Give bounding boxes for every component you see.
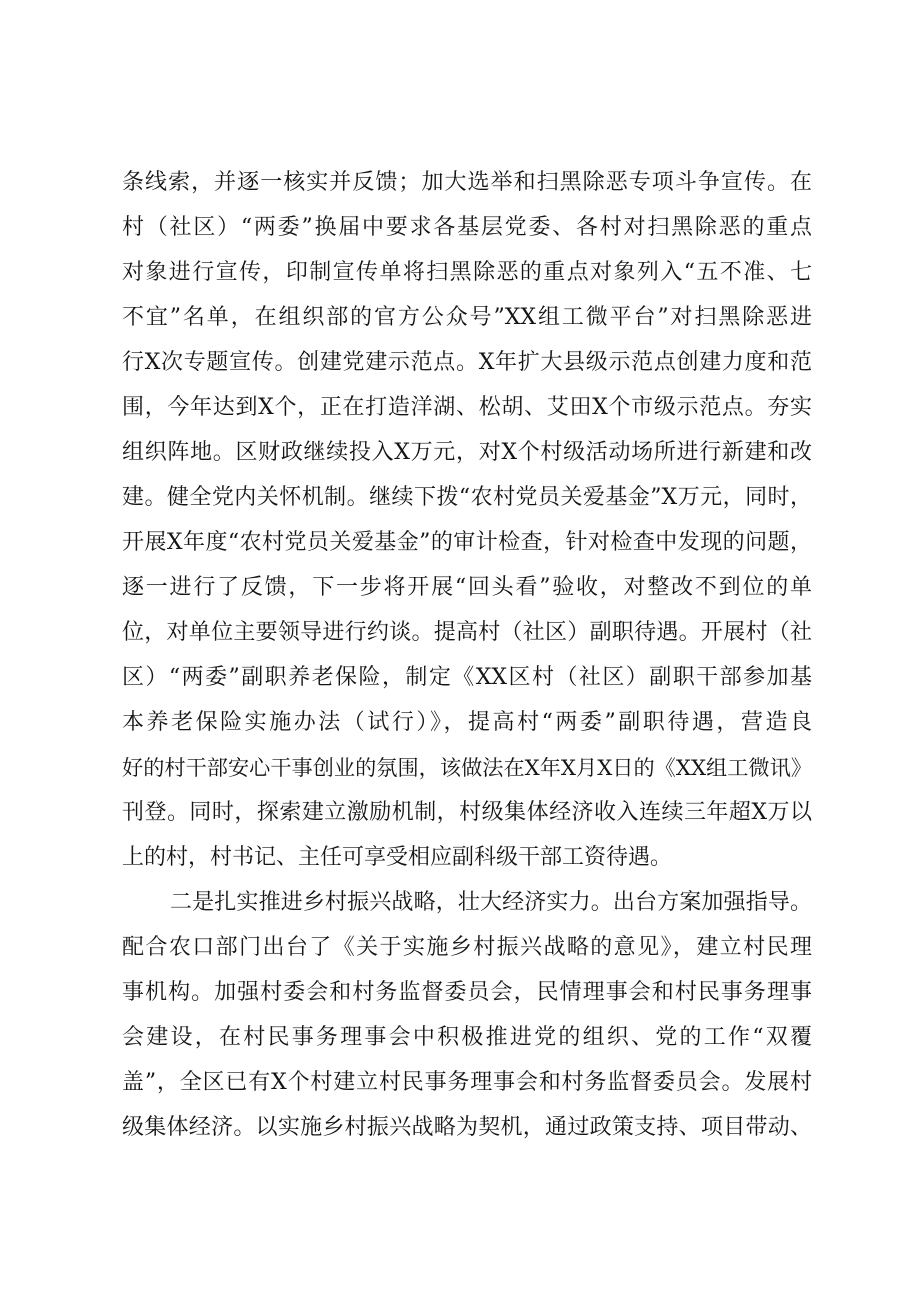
text-line-15: 刊登。同时，探索建立激励机制，村级集体经济收入连续三年超X万以: [122, 800, 812, 825]
text-line-16: 上的村，村书记、主任可享受相应副科级干部工资待遇。: [122, 845, 673, 870]
text-line-4: 不宜”名单，在组织部的官方公众号”XX组工微平台”对扫黑除恶进: [122, 305, 812, 330]
text-line-3: 对象进行宣传，印制宣传单将扫黑除恶的重点对象列入“五不准、七: [122, 260, 812, 285]
text-line-14: 好的村干部安心干事创业的氛围，该做法在X年X月X日的《XX组工微讯》: [122, 755, 812, 780]
text-line-10: 逐一进行了反馈，下一步将开展“回头看”验收，对整改不到位的单: [122, 575, 812, 600]
text-line-5: 行X次专题宣传。创建党建示范点。X年扩大县级示范点创建力度和范: [122, 350, 812, 375]
text-line-12: 区）“两委”副职养老保险，制定《XX区村（社区）副职干部参加基: [122, 665, 812, 690]
text-line-17: 二是扎实推进乡村振兴战略，壮大经济实力。出台方案加强指导。: [170, 890, 812, 915]
text-line-22: 级集体经济。以实施乡村振兴战略为契机，通过政策支持、项目带动、: [122, 1115, 812, 1140]
text-line-11: 位，对单位主要领导进行约谈。提高村（社区）副职待遇。开展村（社: [122, 620, 812, 645]
text-line-18: 配合农口部门出台了《关于实施乡村振兴战略的意见》，建立村民理: [122, 935, 812, 960]
text-line-20: 会建设，在村民事务理事会中积极推进党的组织、党的工作“双覆: [122, 1025, 812, 1050]
text-line-7: 组织阵地。区财政继续投入X万元，对X个村级活动场所进行新建和改: [122, 440, 812, 465]
text-line-19: 事机构。加强村委会和村务监督委员会，民情理事会和村民事务理事: [122, 980, 812, 1005]
text-line-13: 本养老保险实施办法（试行）》，提高村“两委”副职待遇，营造良: [122, 710, 812, 735]
text-line-9: 开展X年度“农村党员关爱基金”的审计检查，针对检查中发现的问题，: [122, 530, 812, 555]
text-line-2: 村（社区）“两委”换届中要求各基层党委、各村对扫黑除恶的重点: [122, 215, 812, 240]
text-line-21: 盖”，全区已有X个村建立村民事务理事会和村务监督委员会。发展村: [122, 1070, 812, 1095]
text-line-8: 建。健全党内关怀机制。继续下拨“农村党员关爱基金”X万元，同时，: [122, 485, 812, 510]
text-line-6: 围，今年达到X个，正在打造洋湖、松胡、艾田X个市级示范点。夯实: [122, 395, 812, 420]
text-line-1: 条线索，并逐一核实并反馈；加大选举和扫黑除恶专项斗争宣传。在: [122, 170, 812, 195]
